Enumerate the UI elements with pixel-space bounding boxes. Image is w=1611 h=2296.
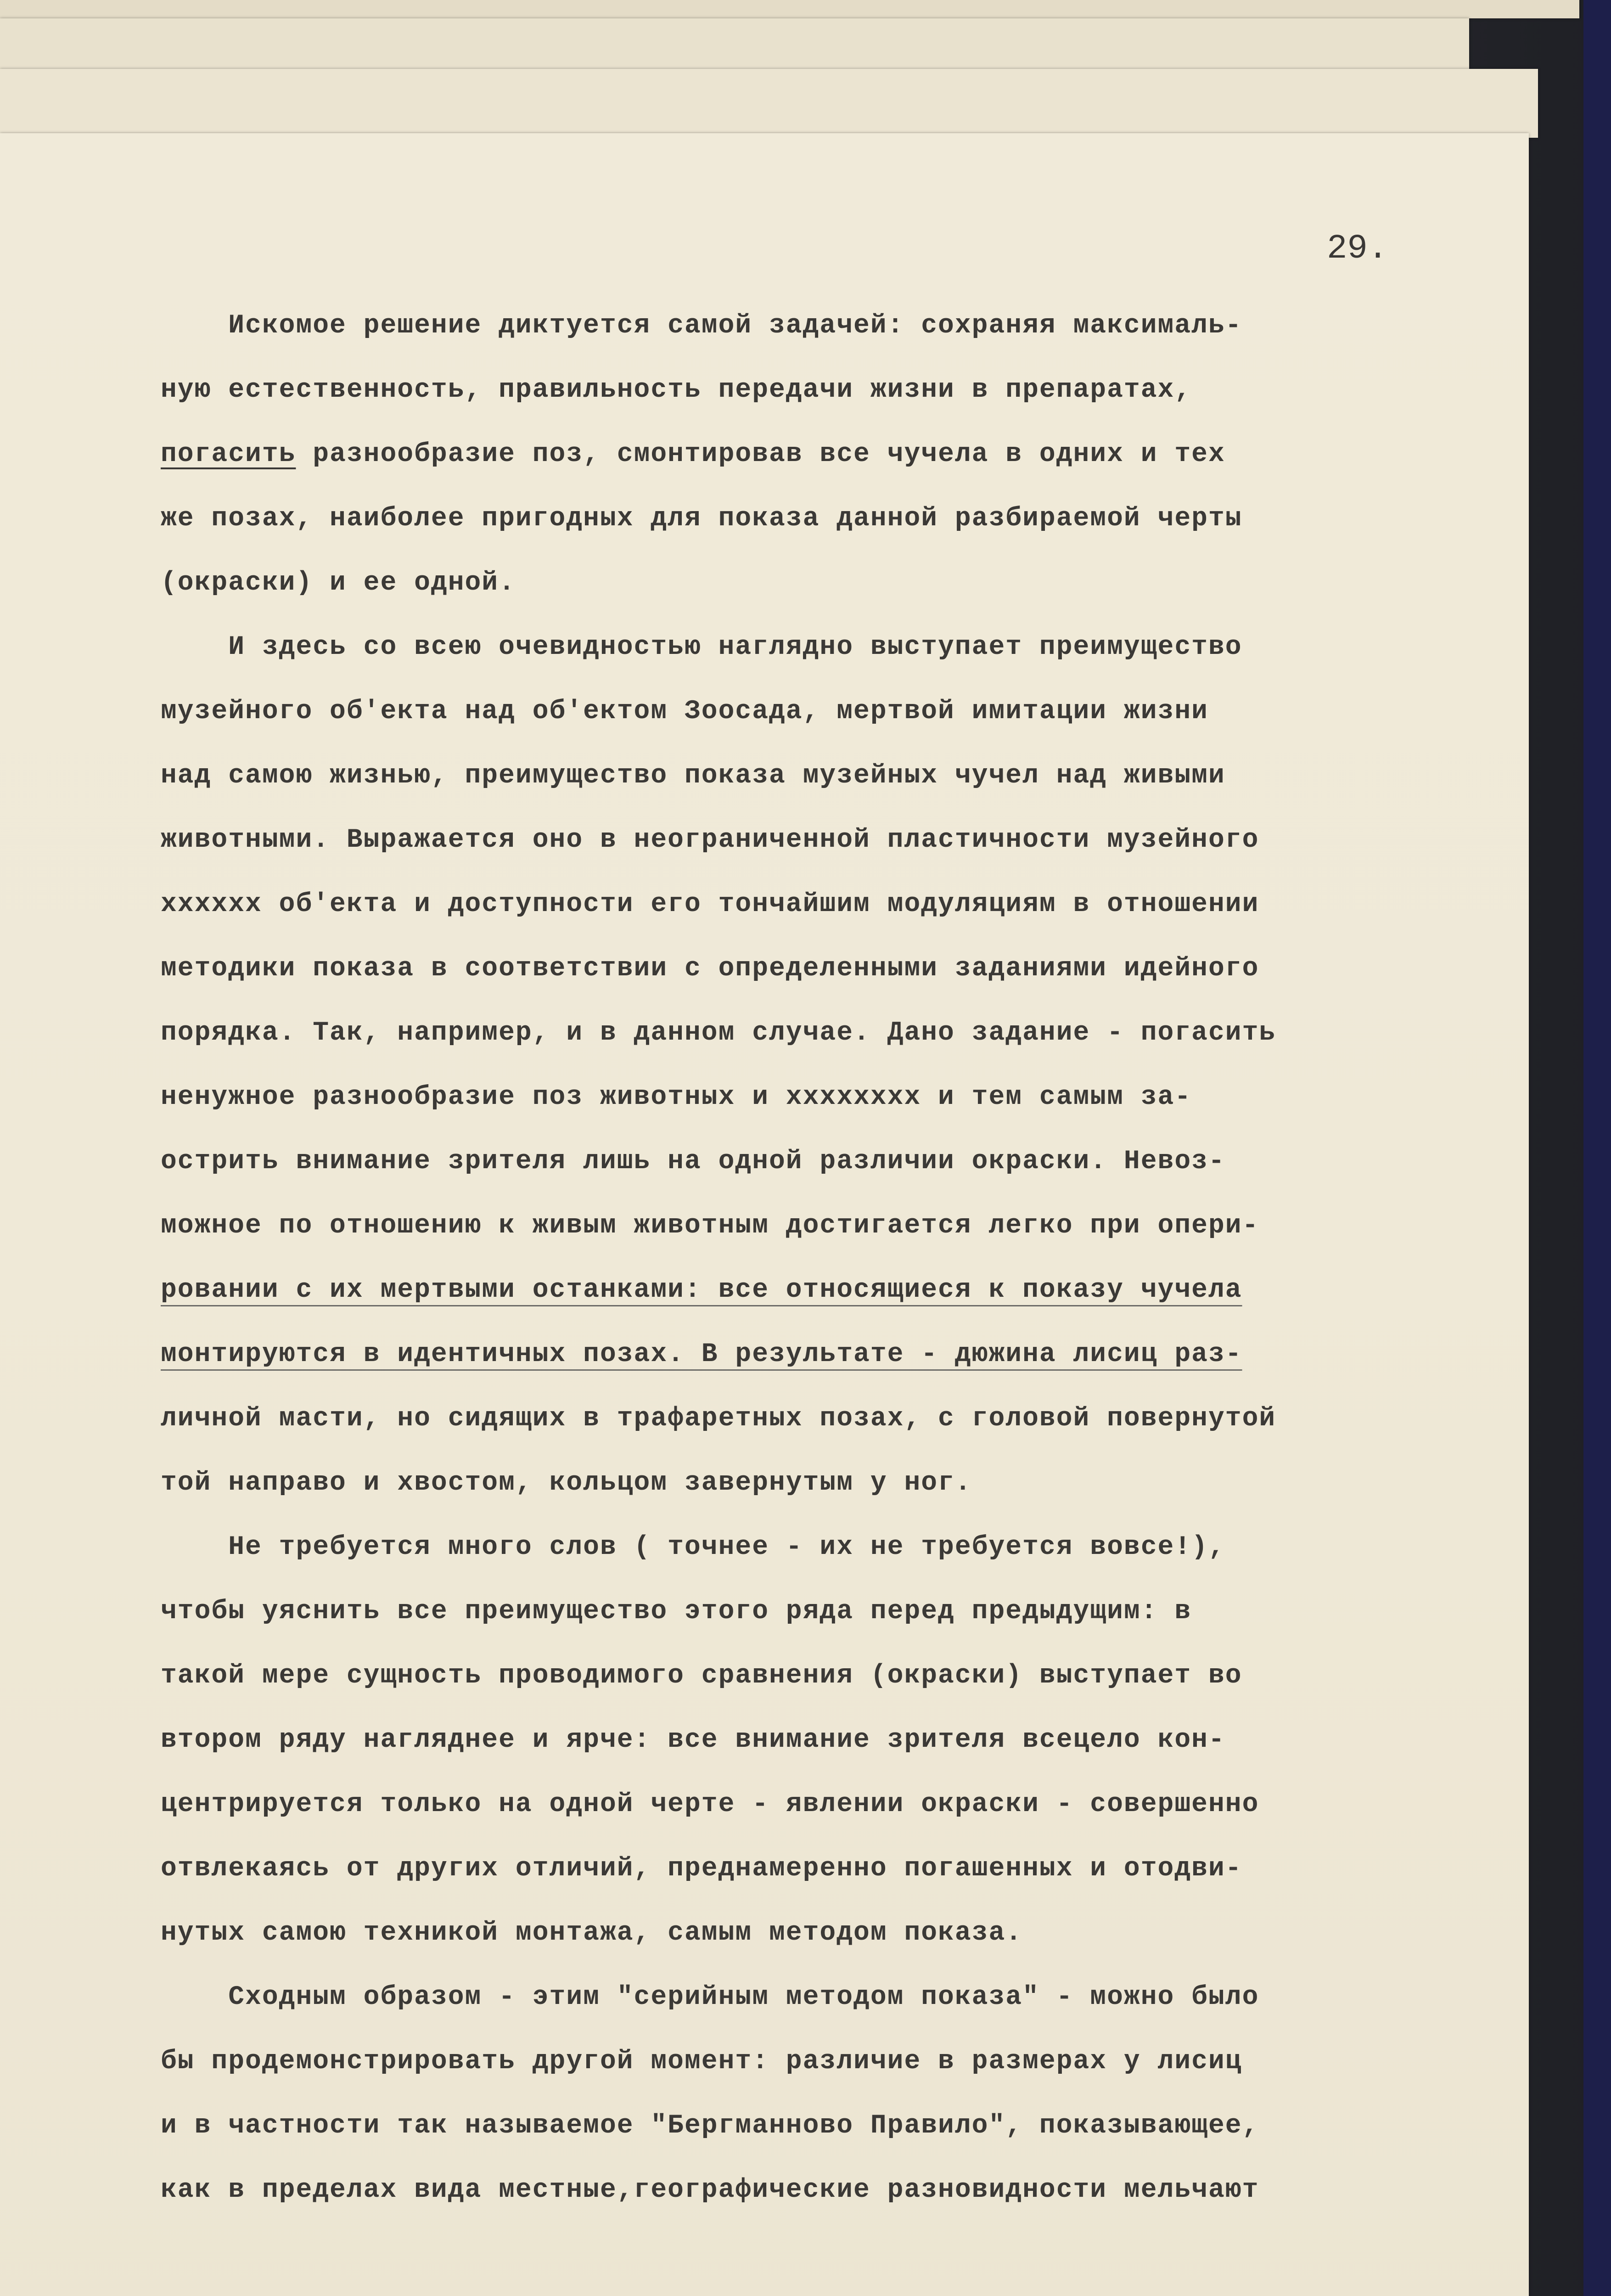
text-line: втором ряду нагляднее и ярче: все внимание зрителя всецело кон- [161, 1725, 1225, 1755]
paragraph-2 [161, 615, 1501, 1515]
text-line: хххххх об'екта и доступности его тончайшим модуляциям в отношении [161, 889, 1259, 919]
text-line: такой мере сущность проводимого сравнения (окраски) выступает во [161, 1661, 1242, 1691]
text-line: порядка. Так, например, и в данном случае. Дано задание - погасить [161, 1018, 1276, 1048]
text-line: отвлекаясь от других отличий, преднамеренно погашенных и отодви- [161, 1854, 1242, 1884]
text-line: музейного об'екта над об'ектом Зоосада, мертвой имитации жизни [161, 697, 1208, 726]
text-line: (окраски) и ее одной. [161, 568, 516, 598]
paragraph-1 [161, 294, 1501, 615]
paragraph-4 [161, 1965, 1501, 2223]
text-line-pencil-underlined: ровании с их мертвыми останками: все относящиеся к показу чучела [161, 1275, 1242, 1305]
text-line-pencil-underlined: монтируются в идентичных позах. В результате - дюжина лисиц раз- [161, 1339, 1242, 1369]
document-body [161, 294, 1501, 2223]
text-line [161, 422, 1501, 487]
paragraph-3 [161, 1515, 1501, 1965]
text-line: и в частности так называемое "Бергманново Правило", показывающее, [161, 2111, 1259, 2141]
text-line: над самою жизнью, преимущество показа музейных чучел над живыми [161, 761, 1225, 791]
text-line: ную естественность, правильность передачи жизни в препаратах, [161, 375, 1192, 405]
text-line: центрируется только на одной черте - явлении окраски - совершенно [161, 1790, 1259, 1819]
text-line: же позах, наиболее пригодных для показа данной разбираемой черты [161, 504, 1242, 534]
text-line: И здесь со всею очевидностью наглядно выступает преимущество [161, 632, 1242, 662]
page-number: 29. [1327, 230, 1388, 268]
text-line: личной масти, но сидящих в трафаретных позах, с головой повернутой [161, 1404, 1276, 1434]
text-line: как в пределах вида местные,географические разновидности мельчают [161, 2175, 1259, 2205]
text-line: Сходным образом - этим "серийным методом показа" - можно было [161, 1982, 1259, 2012]
text-line-rest: разнообразие поз, смонтировав все чучела в одних и тех [296, 439, 1225, 469]
text-line: методики показа в соответствии с определенными заданиями идейного [161, 954, 1259, 984]
text-line: бы продемонстрировать другой момент: различие в размерах у лисиц [161, 2047, 1242, 2077]
text-line: нутых самою техникой монтажа, самым методом показа. [161, 1918, 1023, 1948]
text-line: острить внимание зрителя лишь на одной различии окраски. Невоз- [161, 1147, 1225, 1176]
background-sheet [0, 18, 1469, 69]
background-sheet [0, 69, 1538, 138]
text-line: Искомое решение диктуется самой задачей: сохраняя максималь- [161, 311, 1242, 341]
background-sheet [0, 0, 1579, 18]
underlined-word: погасить [161, 439, 296, 469]
folder-spine [1583, 0, 1611, 2296]
text-line: чтобы уяснить все преимущество этого ряда перед предыдущим: в [161, 1597, 1192, 1626]
text-line: той направо и хвостом, кольцом завернутым у ног. [161, 1468, 972, 1498]
text-line: Не требуется много слов ( точнее - их не требуется вовсе!), [161, 1532, 1225, 1562]
text-line: животными. Выражается оно в неограниченной пластичности музейного [161, 825, 1259, 855]
text-line: ненужное разнообразие поз животных и хххххххх и тем самым за- [161, 1082, 1192, 1112]
text-line: можное по отношению к живым животным достигается легко при опери- [161, 1211, 1259, 1241]
